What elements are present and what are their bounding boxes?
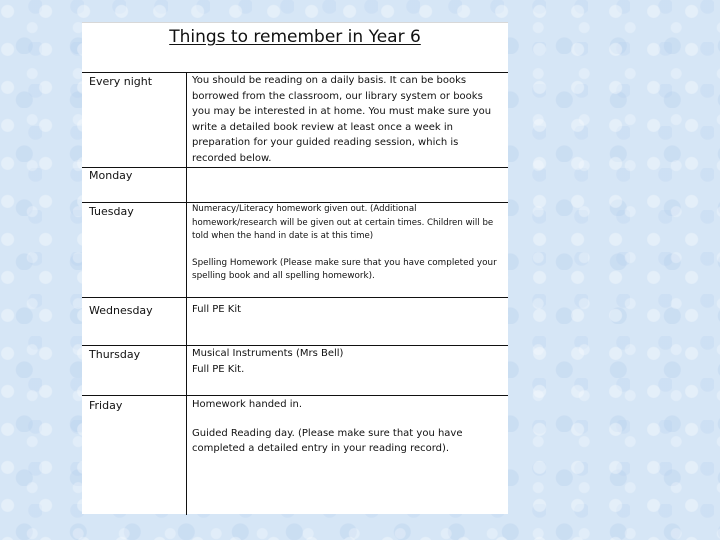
row-text: You should be reading on a daily basis. It can be books borrowed from the classroom, our library system or books you may be interested in at home. You must make sure you write a detailed book review at least once a week in preparation for your guided reading session, which is recorded below. <box>192 75 492 164</box>
row-divider <box>82 395 508 396</box>
row-content-friday <box>192 397 504 457</box>
row-content-thursday <box>192 346 504 377</box>
page-title: Things to remember in Year 6 <box>169 27 421 47</box>
row-text: Numeracy/Literacy homework given out. (Additional homework/research will be given out at certain times. Children will be told when the hand in date is at this time) <box>192 204 494 242</box>
row-label-friday: Friday <box>89 399 123 412</box>
row-label-wednesday: Wednesday <box>89 304 153 317</box>
row-label-thursday: Thursday <box>89 348 141 361</box>
row-label-monday: Monday <box>89 169 133 182</box>
column-divider <box>186 73 187 515</box>
row-text: Spelling Homework (Please make sure that you have completed your spelling book and all spelling homework). <box>192 257 497 282</box>
document-page <box>82 22 508 514</box>
row-text: Homework handed in. <box>192 399 303 410</box>
title-box <box>82 23 508 73</box>
row-text: Full PE Kit <box>192 304 242 315</box>
row-label-every-night: Every night <box>89 75 153 88</box>
row-label-tuesday: Tuesday <box>89 205 134 218</box>
row-divider <box>82 297 508 298</box>
row-text: Musical Instruments (Mrs Bell) <box>192 348 344 359</box>
row-content-tuesday <box>192 203 504 284</box>
row-text: Guided Reading day. (Please make sure that you have completed a detailed entry in your reading record). <box>192 427 463 455</box>
row-content-wednesday <box>192 302 504 318</box>
row-text: Full PE Kit. <box>192 363 245 375</box>
row-divider <box>82 167 508 168</box>
row-content-every-night <box>192 73 504 167</box>
